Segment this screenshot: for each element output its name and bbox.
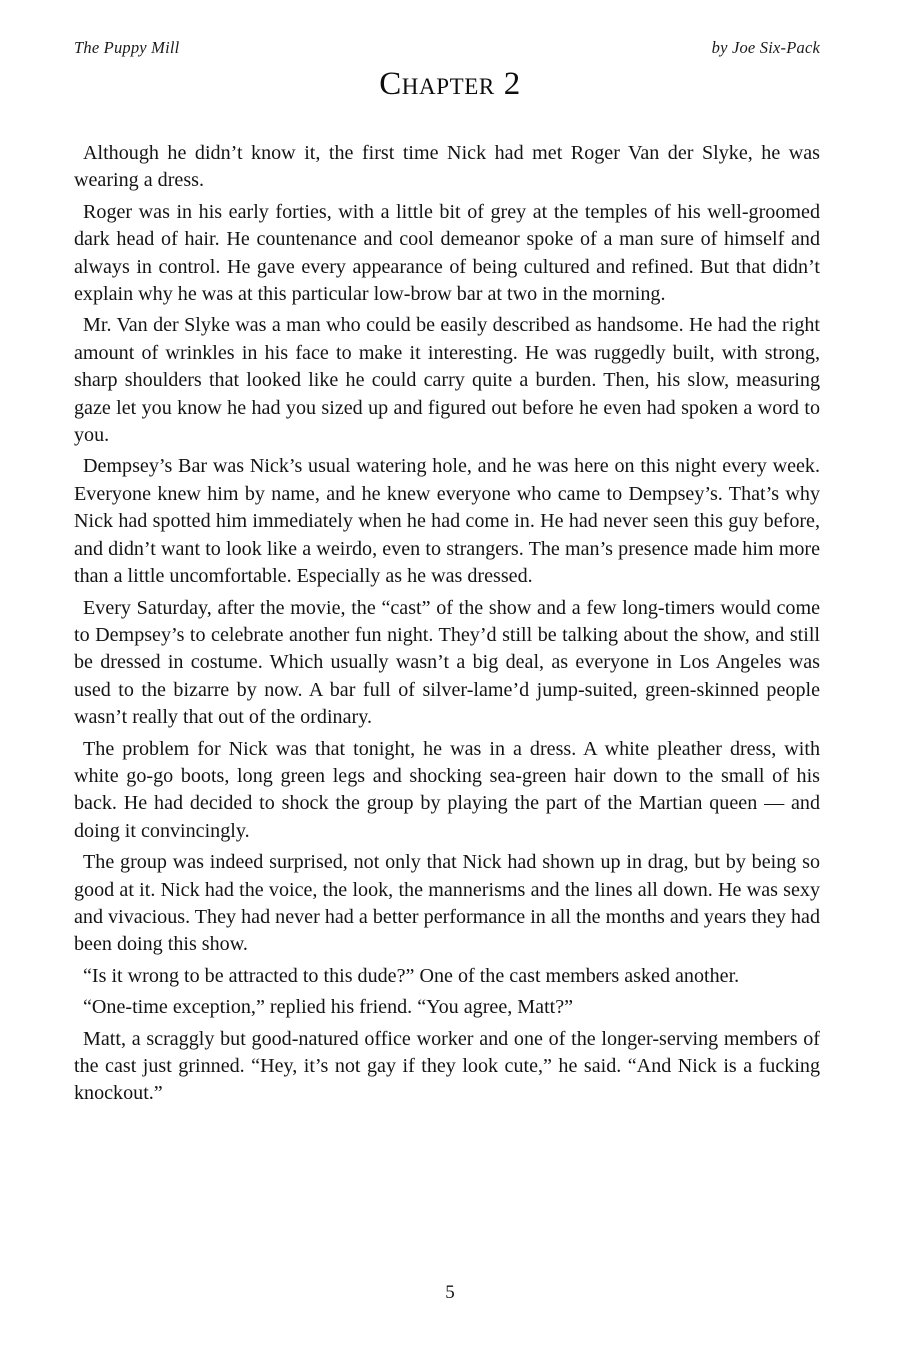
body-text <box>74 140 820 1108</box>
paragraph: Matt, a scraggly but good-natured office worker and one of the longer-serving members of the cast just grinned. “Hey, it’s not gay if they look cute,” he said. “And Nick is a fucking knockout.” <box>74 1027 820 1105</box>
paragraph: Although he didn’t know it, the first time Nick had met Roger Van der Slyke, he was wearing a dress. <box>74 142 820 192</box>
running-head-author-credit: by Joe Six-Pack <box>711 38 820 57</box>
running-head <box>74 38 820 58</box>
paragraph: Mr. Van der Slyke was a man who could be easily described as handsome. He had the right amount of wrinkles in his face to make it interesting. He was ruggedly built, with strong, sharp shoulders that looked like he could carry quite a burden. Then, his slow, measuring gaze let you know he had you sized up and figured out before he even had spoken a word to you. <box>74 314 820 447</box>
paragraph: “One-time exception,” replied his friend. “You agree, Matt?” <box>83 996 574 1019</box>
paragraph: The group was indeed surprised, not only that Nick had shown up in drag, but by being so good at it. Nick had the voice, the look, the mannerisms and the lines all down. He was sexy and vivacious. They had never had a better performance in all the months and years they had been doing this show. <box>74 851 820 956</box>
paragraph: The problem for Nick was that tonight, he was in a dress. A white pleather dress, with white go-go boots, long green legs and shocking sea-green hair down to the small of his back. He had decided to shock the group by playing the part of the Martian queen — and doing it convincingly. <box>74 737 820 842</box>
paragraph: Every Saturday, after the movie, the “cast” of the show and a few long-timers would come to Dempsey’s to celebrate another fun night. They’d still be talking about the show, and still be dressed in costume. Which usually wasn’t a big deal, as everyone in Los Angeles was used to the bizarre by now. A bar full of silver-lame’d jump-suited, green-skinned people wasn’t really that out of the ordinary. <box>74 596 820 729</box>
paragraph: “Is it wrong to be attracted to this dude?” One of the cast members asked another. <box>83 964 740 987</box>
chapter-heading: Chapter 2 <box>379 66 521 102</box>
paragraph: Roger was in his early forties, with a little bit of grey at the temples of his well-groomed dark head of hair. He countenance and cool demeanor spoke of a man sure of himself and always in control. He gave every appearance of being cultured and refined. But that didn’t explain why he was at this particular low-brow bar at two in the morning. <box>74 200 820 306</box>
running-head-book-title: The Puppy Mill <box>74 38 180 57</box>
page-number: 5 <box>445 1282 455 1303</box>
paragraph: Dempsey’s Bar was Nick’s usual watering hole, and he was here on this night every week. Everyone knew him by name, and he knew everyone who came to Dempsey’s. That’s why Nick had spotted him immediately when he had come in. He had never seen this guy before, and didn’t want to look like a weirdo, even to strangers. The man’s presence made him more than a little uncomfortable. Especially as he was dressed. <box>74 455 820 588</box>
